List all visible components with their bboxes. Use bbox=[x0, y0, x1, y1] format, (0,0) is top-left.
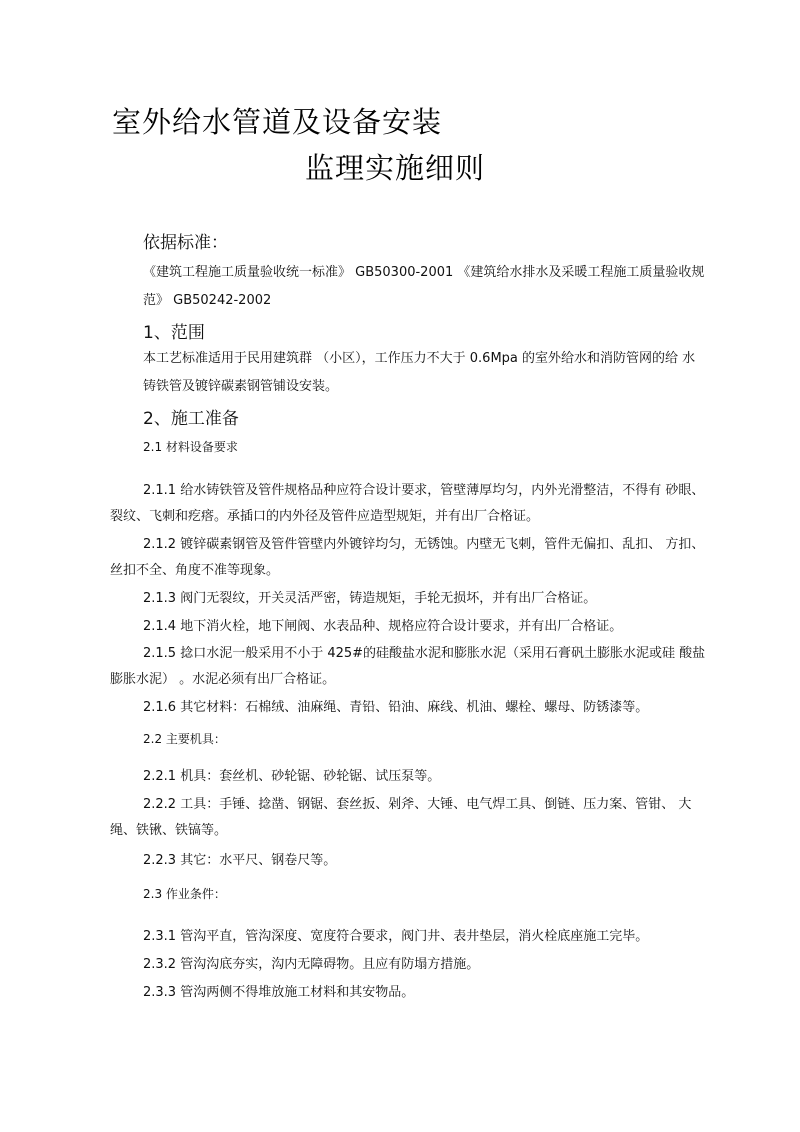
subsection-2-2: 2.2 主要机具： bbox=[143, 732, 226, 746]
para-2-1-4: 2.1.4 地下消火栓，地下闸阀、水表品种、规格应符合设计要求，并有出厂合格证。 bbox=[143, 619, 623, 634]
para-2-1-1-line-2: 裂纹、飞刺和疙瘩。承插口的内外径及管件应造型规矩，并有出厂合格证。 bbox=[110, 509, 540, 524]
para-2-1-1-line-1: 2.1.1 给水铸铁管及管件规格品种应符合设计要求，管壁薄厚均匀，内外光滑整洁，不得有 砂眼、 bbox=[143, 483, 705, 498]
basis-line-1: 《建筑工程施工质量验收统一标准》 GB50300-2001 《建筑给水排水及采暖工程施工质量验收规 bbox=[143, 265, 705, 280]
para-2-2-2-line-1: 2.2.2 工具：手锤、捻凿、钢锯、套丝扳、剁斧、大锤、电气焊工具、倒链、压力案、管钳、 大 bbox=[143, 797, 692, 812]
para-2-2-2-line-2: 绳、铁锹、铁镐等。 bbox=[110, 823, 228, 838]
para-2-1-5-line-1: 2.1.5 捻口水泥一般采用不小于 425#的硅酸盐水泥和膨胀水泥（采用石膏矾土膨胀水泥或硅 酸盐 bbox=[143, 646, 706, 661]
section-1-line-2: 铸铁管及镀锌碳素钢管铺设安装。 bbox=[143, 379, 339, 394]
para-2-1-2-line-2: 丝扣不全、角度不准等现象。 bbox=[110, 563, 280, 578]
subsection-2-1: 2.1 材料设备要求 bbox=[143, 440, 238, 454]
basis-line-2: 范》 GB50242-2002 bbox=[143, 293, 272, 308]
section-1-line-1: 本工艺标准适用于民用建筑群 （小区），工作压力不大于 0.6Mpa 的室外给水和消防管网的给 水 bbox=[143, 351, 696, 366]
para-2-1-2-line-1: 2.1.2 镀锌碳素钢管及管件管壁内外镀锌均匀，无锈蚀。内壁无飞刺，管件无偏扣、乱扣、 方扣、 bbox=[143, 537, 705, 552]
para-2-2-3: 2.2.3 其它：水平尺、钢卷尺等。 bbox=[143, 853, 337, 868]
para-2-3-3: 2.3.3 管沟两侧不得堆放施工材料和其安物品。 bbox=[143, 985, 415, 1000]
para-2-1-3: 2.1.3 阀门无裂纹，开关灵活严密，铸造规矩，手轮无损坏，并有出厂合格证。 bbox=[143, 591, 597, 606]
para-2-3-2: 2.3.2 管沟沟底夯实，沟内无障碍物。且应有防塌方措施。 bbox=[143, 957, 480, 972]
para-2-3-1: 2.3.1 管沟平直，管沟深度、宽度符合要求，阀门井、表井垫层，消火栓底座施工完毕。 bbox=[143, 929, 649, 944]
para-2-1-5-line-2: 膨胀水泥） 。水泥必须有出厂合格证。 bbox=[110, 672, 336, 687]
section-1-heading: 1、范围 bbox=[143, 323, 205, 343]
subsection-2-3: 2.3 作业条件： bbox=[143, 887, 226, 901]
basis-heading: 依据标准： bbox=[143, 233, 228, 253]
title-line-1: 室外给水管道及设备安装 bbox=[112, 105, 443, 139]
section-2-heading: 2、施工准备 bbox=[143, 409, 239, 429]
para-2-1-6: 2.1.6 其它材料：石棉绒、油麻绳、青铅、铅油、麻线、机油、螺栓、螺母、防锈漆等。 bbox=[143, 700, 649, 715]
title-line-2: 监理实施细则 bbox=[305, 151, 486, 185]
para-2-2-1: 2.2.1 机具：套丝机、砂轮锯、砂轮锯、试压泵等。 bbox=[143, 769, 441, 784]
